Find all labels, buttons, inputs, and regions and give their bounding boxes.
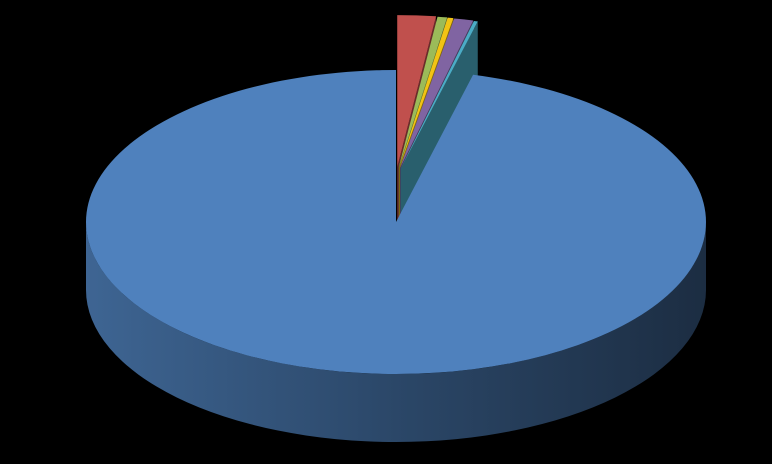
pie-slice-1 bbox=[86, 70, 706, 442]
pie-slice-1-top bbox=[86, 70, 706, 374]
pie-slices bbox=[86, 15, 706, 442]
